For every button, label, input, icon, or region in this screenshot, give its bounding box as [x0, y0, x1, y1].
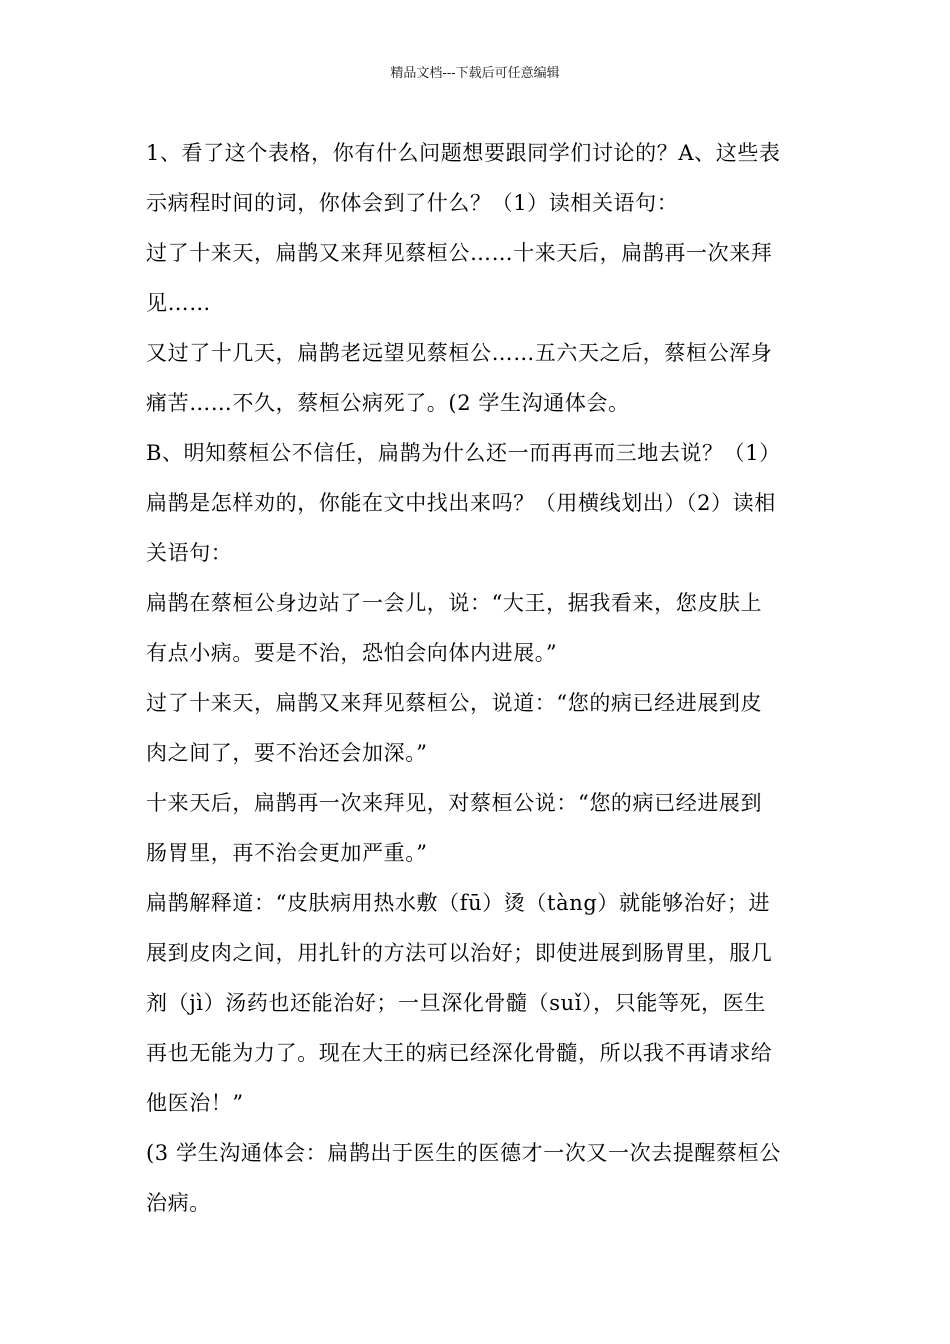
- text-line: 扁鹊是怎样劝的，你能在文中找出来吗？（用横线划出）（2）读相: [146, 491, 776, 515]
- text-line: (3 学生沟通体会：扁鹊出于医生的医德才一次又一次去提醒蔡桓公: [146, 1141, 781, 1165]
- text-line: 他医治！”: [146, 1091, 244, 1115]
- text-line: 剂（jì）汤药也还能治好；一旦深化骨髓（suǐ），只能等死，医生: [146, 991, 766, 1015]
- text-line: 过了十来天，扁鹊又来拜见蔡桓公……十来天后，扁鹊再一次来拜: [146, 241, 773, 265]
- text-line: 扁鹊在蔡桓公身边站了一会儿，说：“大王，据我看来，您皮肤上: [146, 591, 763, 615]
- text-line: 扁鹊解释道：“皮肤病用热水敷（fū）烫（tàng）就能够治好；进: [146, 891, 771, 915]
- page-header: 精品文档---下载后可任意编辑: [390, 66, 560, 81]
- text-line: 有点小病。要是不治，恐怕会向体内进展。”: [146, 641, 558, 665]
- text-line: 示病程时间的词，你体会到了什么？（1）读相关语句：: [146, 191, 679, 215]
- text-line: 肠胃里，再不治会更加严重。”: [146, 841, 428, 865]
- text-line: 展到皮肉之间，用扎针的方法可以治好；即使进展到肠胃里，服几: [146, 941, 773, 965]
- text-line: 十来天后，扁鹊再一次来拜见，对蔡桓公说：“您的病已经进展到: [146, 791, 763, 815]
- text-line: 痛苦……不久，蔡桓公病死了。(2 学生沟通体会。: [146, 391, 630, 415]
- text-line: 又过了十几天，扁鹊老远望见蔡桓公……五六天之后，蔡桓公浑身: [146, 341, 773, 365]
- text-line: 关语句：: [146, 541, 233, 565]
- text-line: 治病。: [146, 1191, 211, 1215]
- text-line: 1、看了这个表格，你有什么问题想要跟同学们讨论的？A、这些表: [146, 141, 781, 165]
- text-line: 再也无能为力了。现在大王的病已经深化骨髓，所以我不再请求给: [146, 1041, 773, 1065]
- text-line: 肉之间了，要不治还会加深。”: [146, 741, 428, 765]
- document-body: [146, 128, 811, 1228]
- text-line: B、明知蔡桓公不信任，扁鹊为什么还一而再再而三地去说？（1）: [146, 441, 781, 465]
- text-line: 过了十来天，扁鹊又来拜见蔡桓公，说道：“您的病已经进展到皮: [146, 691, 763, 715]
- text-line: 见……: [146, 291, 211, 315]
